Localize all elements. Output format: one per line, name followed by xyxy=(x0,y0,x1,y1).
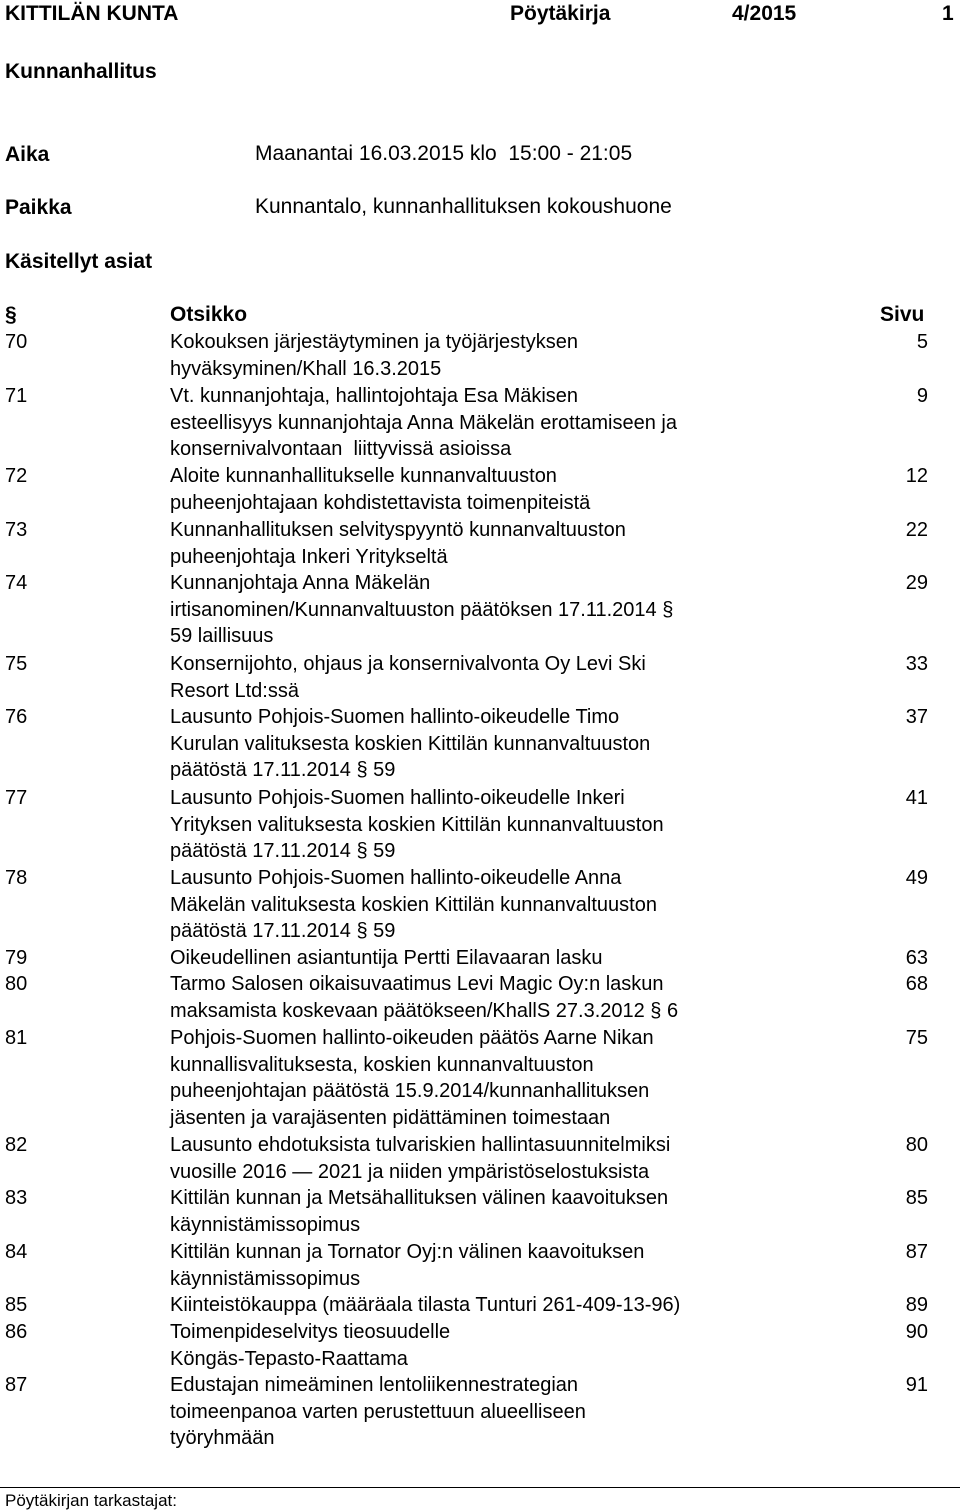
agenda-item-number: 75 xyxy=(5,653,28,675)
agenda-item-title-line: Köngäs-Tepasto-Raattama xyxy=(170,1347,408,1370)
agenda-item-page: 22 xyxy=(905,519,928,541)
agenda-item-number: 85 xyxy=(5,1294,28,1316)
agenda-item-title xyxy=(170,1292,780,1319)
agenda-item-page: 5 xyxy=(916,331,928,353)
agenda-item-title xyxy=(170,785,780,865)
agenda-item-number: 79 xyxy=(5,947,28,969)
agenda-item-number: 82 xyxy=(5,1134,28,1156)
agenda-item-number: 71 xyxy=(5,385,28,407)
agenda-item-page: 29 xyxy=(905,572,928,594)
agenda-item-title-line: Toimenpideselvitys tieosuudelle xyxy=(170,1321,451,1343)
agenda-item-title xyxy=(170,1319,780,1372)
agenda-item-title-line: jäsenten ja varajäsenten pidättäminen toimestaan xyxy=(170,1107,611,1130)
document-type: Pöytäkirja xyxy=(510,2,611,25)
agenda-section-title: Käsitellyt asiat xyxy=(5,250,153,273)
agenda-item-number: 80 xyxy=(5,973,28,995)
agenda-item-title xyxy=(170,463,780,516)
agenda-item-number: 81 xyxy=(5,1027,28,1049)
agenda-item-title-line: kunnallisvalituksesta, koskien kunnanvaltuuston xyxy=(170,1053,594,1076)
agenda-item-page: 89 xyxy=(905,1294,928,1316)
agenda-item-title-line: Lausunto Pohjois-Suomen hallinto-oikeudelle Timo xyxy=(170,706,620,728)
agenda-item-title xyxy=(170,1132,780,1185)
agenda-item-title-line: Kittilän kunnan ja Metsähallituksen välinen kaavoituksen xyxy=(170,1187,669,1209)
agenda-item-title-line: päätöstä 17.11.2014 § 59 xyxy=(170,920,396,943)
agenda-item-number: 86 xyxy=(5,1321,28,1343)
agenda-item-title-line: Yrityksen valituksesta koskien Kittilän kunnanvaltuuston xyxy=(170,813,664,836)
agenda-item-title xyxy=(170,865,780,945)
agenda-item-number: 72 xyxy=(5,465,28,487)
agenda-item-title-line: päätöstä 17.11.2014 § 59 xyxy=(170,840,396,863)
agenda-item-title xyxy=(170,329,780,382)
agenda-item-title xyxy=(170,651,780,704)
agenda-item-title-line: Kiinteistökauppa (määräala tilasta Tunturi 261-409-13-96) xyxy=(170,1294,681,1316)
agenda-item-number: 84 xyxy=(5,1241,28,1263)
place-label: Paikka xyxy=(5,196,72,219)
agenda-item-title-line: Tarmo Salosen oikaisuvaatimus Levi Magic Oy:n laskun xyxy=(170,973,664,995)
agenda-item-title-line: Lausunto Pohjois-Suomen hallinto-oikeudelle Inkeri xyxy=(170,787,625,809)
agenda-item-title-line: maksamista koskevaan päätökseen/KhallS 27.3.2012 § 6 xyxy=(170,999,679,1022)
agenda-item-title xyxy=(170,1025,780,1132)
agenda-item-title-line: käynnistämissopimus xyxy=(170,1213,361,1236)
page-number: 1 xyxy=(942,2,954,25)
agenda-item-title xyxy=(170,383,780,463)
agenda-item-number: 76 xyxy=(5,706,28,728)
agenda-item-title-line: päätöstä 17.11.2014 § 59 xyxy=(170,759,396,782)
place-value: Kunnantalo, kunnanhallituksen kokoushuone xyxy=(255,195,672,218)
agenda-item-title-line: Kokouksen järjestäytyminen ja työjärjestyksen xyxy=(170,331,578,353)
governing-body: Kunnanhallitus xyxy=(5,60,157,83)
agenda-item-title xyxy=(170,1185,780,1238)
agenda-item-title-line: Kittilän kunnan ja Tornator Oyj:n välinen kaavoituksen xyxy=(170,1241,645,1263)
agenda-item-page: 41 xyxy=(905,787,928,809)
agenda-item-title-line: Lausunto Pohjois-Suomen hallinto-oikeudelle Anna xyxy=(170,867,622,889)
agenda-item-page: 12 xyxy=(905,465,928,487)
agenda-item-page: 9 xyxy=(916,385,928,407)
agenda-item-title-line: Pohjois-Suomen hallinto-oikeuden päätös Aarne Nikan xyxy=(170,1027,654,1049)
agenda-item-title-line: Edustajan nimeäminen lentoliikennestrategian xyxy=(170,1374,579,1396)
agenda-item-page: 91 xyxy=(905,1374,928,1396)
time-value: Maanantai 16.03.2015 klo 15:00 - 21:05 xyxy=(255,142,633,165)
agenda-item-title-line: Oikeudellinen asiantuntija Pertti Eilavaaran lasku xyxy=(170,947,603,969)
agenda-item-title xyxy=(170,971,780,1024)
agenda-item-number: 77 xyxy=(5,787,28,809)
agenda-item-title-line: toimeenpanoa varten perustettuun alueelliseen xyxy=(170,1400,586,1423)
agenda-item-number: 74 xyxy=(5,572,28,594)
footer-label: Pöytäkirjan tarkastajat: xyxy=(5,1491,177,1510)
agenda-item-number: 73 xyxy=(5,519,28,541)
agenda-item-title-line: Lausunto ehdotuksista tulvariskien hallintasuunnitelmiksi xyxy=(170,1134,671,1156)
column-header-title: Otsikko xyxy=(170,303,248,326)
agenda-item-title-line: puheenjohtajaan kohdistettavista toimenpiteistä xyxy=(170,491,591,514)
agenda-item-title xyxy=(170,945,780,972)
agenda-item-number: 70 xyxy=(5,331,28,353)
agenda-item-title xyxy=(170,570,780,650)
agenda-item-title-line: vuosille 2016 — 2021 ja niiden ympäristöselostuksista xyxy=(170,1160,650,1183)
agenda-item-title-line: esteellisyys kunnanjohtaja Anna Mäkelän erottamiseen ja xyxy=(170,411,677,434)
agenda-item-page: 85 xyxy=(905,1187,928,1209)
section-symbol-icon: § xyxy=(5,303,17,326)
agenda-item-page: 80 xyxy=(905,1134,928,1156)
agenda-item-page: 33 xyxy=(905,653,928,675)
agenda-item-page: 90 xyxy=(905,1321,928,1343)
agenda-item-title-line: Vt. kunnanjohtaja, hallintojohtaja Esa Mäkisen xyxy=(170,385,579,407)
agenda-item-number: 87 xyxy=(5,1374,28,1396)
agenda-item-title-line: Mäkelän valituksesta koskien Kittilän kunnanvaltuuston xyxy=(170,893,657,916)
agenda-item-title-line: Aloite kunnanhallitukselle kunnanvaltuuston xyxy=(170,465,557,487)
agenda-item-number: 83 xyxy=(5,1187,28,1209)
agenda-item-number: 78 xyxy=(5,867,28,889)
agenda-item-title-line: puheenjohtajan päätöstä 15.9.2014/kunnanhallituksen xyxy=(170,1080,650,1103)
agenda-item-title-line: Kurulan valituksesta koskien Kittilän kunnanvaltuuston xyxy=(170,732,651,755)
agenda-item-title-line: käynnistämissopimus xyxy=(170,1267,361,1290)
agenda-item-page: 75 xyxy=(905,1027,928,1049)
agenda-item-title-line: 59 laillisuus xyxy=(170,625,274,648)
footer-divider xyxy=(0,1487,960,1488)
agenda-item-title-line: irtisanominen/Kunnanvaltuuston päätöksen 17.11.2014 § xyxy=(170,598,674,621)
agenda-item-page: 87 xyxy=(905,1241,928,1263)
agenda-item-title-line: Kunnanhallituksen selvityspyyntö kunnanvaltuuston xyxy=(170,519,626,541)
document-number: 4/2015 xyxy=(732,2,797,25)
agenda-item-title xyxy=(170,704,780,784)
agenda-item-title-line: konsernivalvontaan liittyvissä asioissa xyxy=(170,438,512,461)
agenda-item-title xyxy=(170,517,780,570)
column-header-page: Sivu xyxy=(880,303,925,326)
agenda-item-title xyxy=(170,1239,780,1292)
agenda-item-title-line: Resort Ltd:ssä xyxy=(170,679,299,702)
agenda-item-title-line: Konsernijohto, ohjaus ja konsernivalvonta Oy Levi Ski xyxy=(170,653,646,675)
agenda-item-page: 63 xyxy=(905,947,928,969)
agenda-item-page: 68 xyxy=(905,973,928,995)
agenda-item-page: 49 xyxy=(905,867,928,889)
time-label: Aika xyxy=(5,143,50,166)
agenda-item-page: 37 xyxy=(905,706,928,728)
agenda-item-title-line: työryhmään xyxy=(170,1427,275,1450)
agenda-item-title-line: puheenjohtaja Inkeri Yritykseltä xyxy=(170,545,448,568)
municipality-name: KITTILÄN KUNTA xyxy=(5,2,179,25)
agenda-item-title-line: hyväksyminen/Khall 16.3.2015 xyxy=(170,357,442,380)
agenda-item-title xyxy=(170,1372,780,1452)
agenda-item-title-line: Kunnanjohtaja Anna Mäkelän xyxy=(170,572,431,594)
